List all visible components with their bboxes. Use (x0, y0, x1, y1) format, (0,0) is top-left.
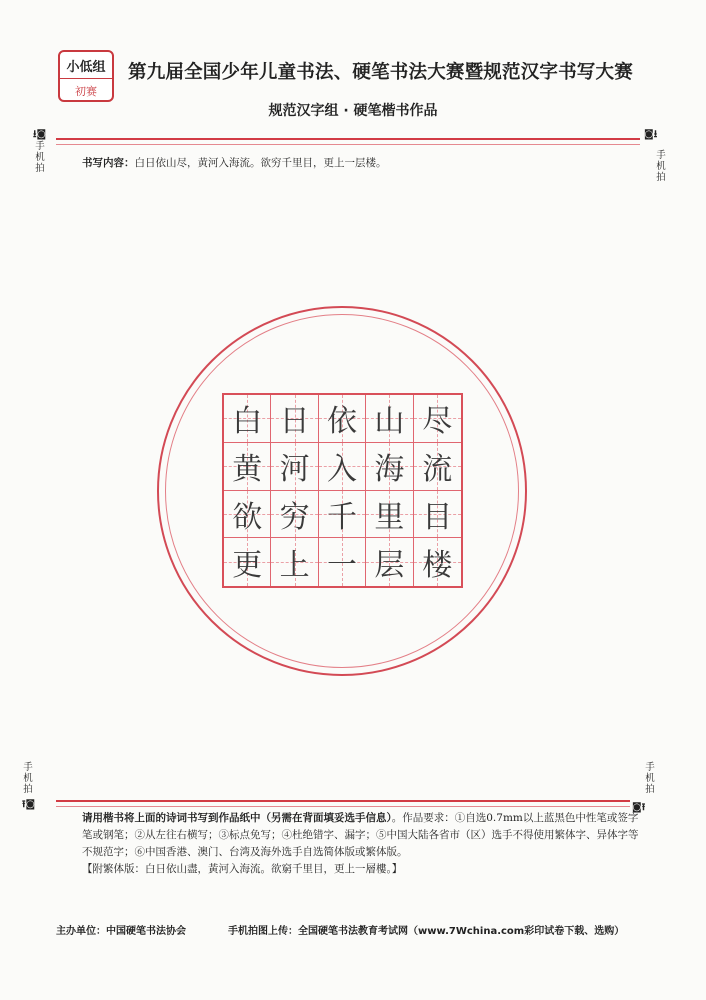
grid-char: 海 (374, 452, 405, 488)
grid-cell (271, 443, 318, 491)
grid-char: 欲 (232, 499, 263, 535)
camera-down-icon: ⭳◙ (33, 129, 47, 140)
bottom-divider-thin (56, 806, 630, 807)
phone-marker-label: 手 机 拍 (656, 150, 666, 183)
group-badge (58, 50, 114, 102)
grid-cell (224, 443, 271, 491)
phone-marker-bottom-left (22, 762, 34, 795)
grid-cell (319, 395, 366, 443)
writing-grid (222, 393, 463, 588)
grid-char: 流 (422, 452, 453, 488)
grid-char: 里 (374, 499, 405, 535)
upload-info: 手机拍图上传：全国硬笔书法教育考试网（www.7Wchina.com彩印试卷下载、选购） (228, 926, 625, 937)
grid-cell (366, 443, 413, 491)
camera-up-icon: ◙⭱ (632, 802, 646, 813)
phone-marker-top-left (34, 141, 46, 174)
traditional-version: 【附繁体版：白日依山盡，黃河入海流。欲窮千里目，更上一層樓。】 (82, 863, 403, 875)
phone-marker-label: 手 机 拍 (645, 762, 655, 795)
grid-cell (414, 491, 461, 539)
top-divider-thin (56, 144, 640, 145)
grid-cell (319, 491, 366, 539)
grid-cell (224, 538, 271, 586)
grid-char: 目 (422, 499, 453, 535)
grid-char: 楼 (422, 548, 453, 584)
grid-char: 更 (232, 548, 263, 584)
grid-char: 层 (374, 548, 405, 584)
grid-cell (271, 538, 318, 586)
page-title: 第九届全国少年儿童书法、硬笔书法大赛暨规范汉字书写大赛 (128, 62, 633, 83)
stage-label: 初赛 (75, 85, 97, 98)
grid-char: 千 (326, 499, 357, 535)
instructions-requirements: 。作品要求：①自选0.7mm以上蓝黑色中性笔或签字笔或钢笔；②从左往右横写；③标点免写；④杜绝错字、漏字；⑤中国大陆各省市（区）选手不得使用繁体字、异体字等不规范字；⑥中国香港、澳门、台湾及海外选手自选简体版或繁体版。 (82, 812, 639, 858)
grid-cell (319, 443, 366, 491)
grid-char: 一 (326, 548, 357, 584)
grid-char: 白 (232, 404, 263, 440)
phone-marker-top-right (655, 150, 667, 183)
camera-down-icon: ◙⭳ (644, 129, 658, 140)
content-text: 白日依山尽，黄河入海流。欲穷千里目，更上一层楼。 (134, 157, 387, 169)
writing-content (82, 155, 387, 170)
grid-char: 依 (326, 404, 357, 440)
grid-char: 河 (279, 452, 310, 488)
phone-marker-bottom-right (644, 762, 656, 795)
grid-cell (414, 395, 461, 443)
grid-char: 黄 (232, 452, 263, 488)
group-label: 小低组 (60, 52, 112, 79)
grid-cell (366, 538, 413, 586)
grid-cell (224, 491, 271, 539)
grid-char: 穷 (279, 499, 310, 535)
grid-char: 入 (326, 452, 357, 488)
content-label: 书写内容： (82, 157, 135, 169)
grid-cell (224, 395, 271, 443)
grid-char: 日 (279, 404, 310, 440)
grid-cell (414, 538, 461, 586)
grid-char: 上 (279, 548, 310, 584)
top-divider (56, 138, 640, 140)
phone-marker-label: 手 机 拍 (35, 141, 45, 174)
grid-cell (366, 491, 413, 539)
instructions (82, 810, 642, 878)
grid-cell (271, 491, 318, 539)
page-subtitle: 规范汉字组 · 硬笔楷书作品 (268, 103, 438, 119)
grid-char: 尽 (422, 404, 453, 440)
instructions-main: 请用楷书将上面的诗词书写到作品纸中（另需在背面填妥选手信息） (82, 812, 392, 824)
organizer: 主办单位：中国硬笔书法协会 (56, 926, 186, 937)
camera-up-icon: ⭱◙ (22, 799, 36, 810)
grid-cell (414, 443, 461, 491)
grid-cell (366, 395, 413, 443)
grid-cell (319, 538, 366, 586)
phone-marker-label: 手 机 拍 (23, 762, 33, 795)
grid-cell (271, 395, 318, 443)
grid-char: 山 (374, 404, 405, 440)
bottom-divider (56, 800, 630, 802)
